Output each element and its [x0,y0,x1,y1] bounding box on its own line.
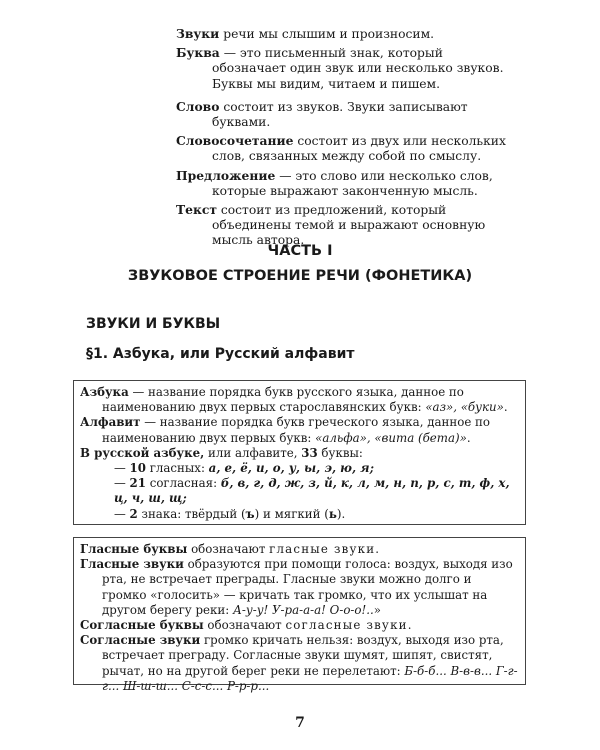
count: 21 [129,476,146,491]
hard-sign: ъ [245,506,255,521]
term: Гласные звуки [80,557,184,572]
alphabet-box [73,380,526,525]
term: Предложение [176,167,276,183]
definition-text-item [176,202,506,249]
term: Согласные звуки [80,633,201,648]
term: Звуки [176,26,220,41]
definition-word [176,99,506,130]
intro-bold: В русской азбуке, [80,445,205,460]
count: 10 [129,461,146,476]
vowel-sounds-rule [80,557,519,618]
term: Слово [176,98,220,114]
definition-phrase [176,133,506,164]
definition-sounds [176,26,506,42]
term: Текст [176,202,217,218]
letters: б, в, г, д, ж, з, й, к, л, м, н, п, р, с, т, ф, х, ц, ч, ш, щ; [114,476,510,506]
end: . [407,618,412,633]
definition-letter [176,45,506,92]
punct: . [503,400,508,415]
definition-text: — название порядка букв русского языка, данное по наименованию двух первых старославянских букв: [102,385,464,415]
part-subtitle: ЗВУКОВОЕ СТРОЕНИЕ РЕЧИ (ФОНЕТИКА) [127,268,473,284]
consonant-sounds-rule [80,633,519,694]
vowel-letters-rule [80,542,519,557]
spaced-term: согласные звуки [285,618,408,633]
example: Б-б-б... В-в-в... Г-г-г... Ш-ш-ш... С-с-с... Р-р-р... [102,663,518,693]
example: А-у-у! У-ра-а-а! О-о-о!.. [232,602,374,617]
end: » [373,602,381,617]
alfavit-definition [80,415,519,445]
label: гласных: [145,461,209,476]
mid: ) и мягкий ( [254,506,329,521]
term: Гласные буквы [80,542,188,556]
definition-text: — это письменный знак, который обозначает один звук или несколько звуков. Буквы мы видим, читаем и пишем. [212,46,504,91]
letter-names: «аз», «буки» [425,400,504,415]
soft-sign: ь [328,506,337,521]
dash: — [114,461,130,476]
part-title: ЧАСТЬ I [267,243,333,259]
section-title: ЗВУКИ И БУКВЫ [86,316,221,332]
count: 2 [129,506,138,521]
signs-list [80,507,519,522]
letter-count: 33 [301,445,318,460]
term: Словосочетание [176,133,294,149]
vowels-list [80,461,519,476]
term: Согласные буквы [80,618,204,633]
end: . [375,542,380,556]
alphabet-intro [80,446,519,461]
definition-text: состоит из предложений, который объединены темой и выражают основную мысль автора. [212,203,486,248]
text: обозначают [203,618,286,633]
end: ). [336,506,346,521]
definition-sentence [176,168,506,199]
intro-text: или алфавите, [204,445,302,460]
definitions-block [176,26,506,249]
term: Алфавит [80,415,141,430]
dash: — [114,506,130,521]
consonant-letters-rule [80,618,519,633]
azbuka-definition [80,385,519,415]
spaced-term: гласные звуки [269,542,376,556]
definition-text: — название порядка букв греческого языка, данное по наименованию двух первых букв: [102,415,491,445]
sounds-box [73,537,526,693]
letters: а, е, ё, и, о, у, ы, э, ю, я; [208,461,374,476]
term: Буква [176,45,220,61]
text: громко кричать нельзя: воздух, выходя изо рта, встречает преграду. Согласные звуки шумят, шипят, свистят, рычат, но на другой берег реки не перелетают: [102,633,504,678]
label: согласная: [145,476,221,491]
label: знака: твёрдый ( [137,506,246,521]
punct: . [466,430,471,445]
definition-text: состоит из звуков. Звуки записывают буквами. [212,99,468,130]
consonants-list [80,476,519,506]
definition-text: состоит из двух или нескольких слов, связанных между собой по смыслу. [212,134,506,164]
intro-end: буквы: [317,445,363,460]
page-number: 7 [295,715,305,731]
paragraph-title: §1. Азбука, или Русский алфавит [86,346,355,362]
text: образуются при помощи голоса: воздух, выходя изо рта, не встречает преграды. Гласные звуки можно долго и громко «голосить» — кричать так громко, что их услышат на другом берегу реки: [102,557,513,617]
definition-text: речи мы слышим и произносим. [219,27,435,41]
definition-text: — это слово или несколько слов, которые выражают законченную мысль. [212,168,493,198]
letter-names: «альфа», «вита (бета)» [315,430,467,445]
dash: — [114,476,130,491]
term: Азбука [80,385,129,399]
text: обозначают [187,542,270,556]
